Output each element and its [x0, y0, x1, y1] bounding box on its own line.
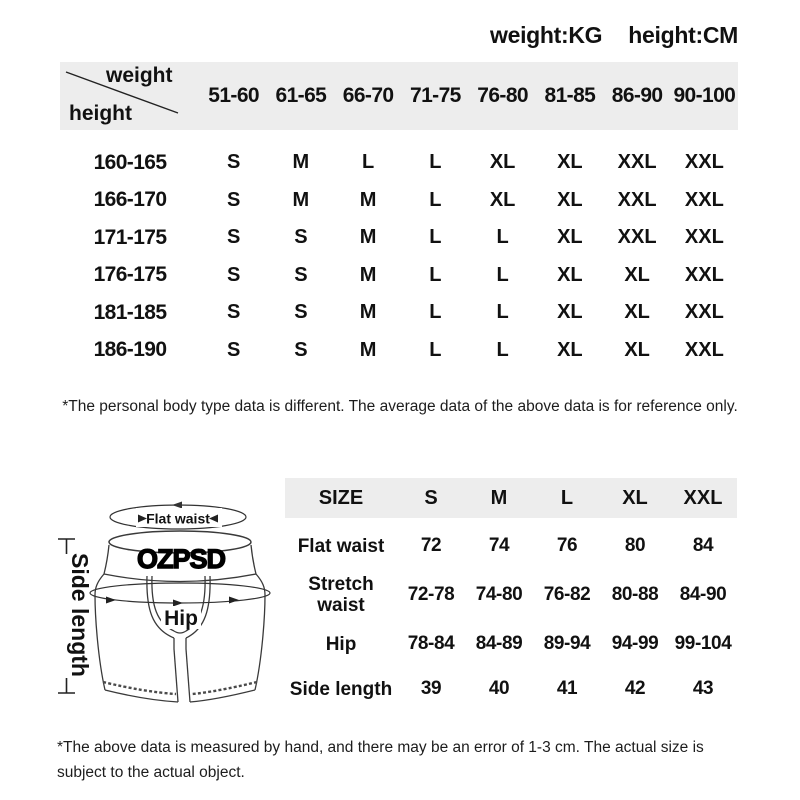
measure-value-cell: 84-90 — [679, 584, 727, 605]
hip-dimension — [90, 583, 270, 630]
hip-arrow-icon — [173, 600, 183, 607]
measure-row-label — [285, 634, 397, 655]
size-cell: L — [429, 263, 442, 286]
size-cell: XL — [557, 151, 583, 174]
measure-row-label-text: Stretch waist — [308, 574, 374, 616]
weight-col-header: 76-80 — [477, 84, 528, 107]
measure-value-cell: 76 — [556, 535, 578, 556]
height-unit-label: height:CM — [628, 22, 738, 48]
measure-value-cell: 84-89 — [475, 633, 523, 654]
size-cell: S — [226, 301, 241, 324]
hip-arrow-icon — [229, 597, 239, 604]
size-cell: XL — [489, 151, 516, 174]
size-cell: M — [359, 301, 377, 324]
height-range-label: 171-175 — [93, 225, 167, 249]
measure-col-header: XXL — [683, 486, 723, 509]
measure-value-cell: 89-94 — [543, 633, 591, 654]
brand-logo-text: OZPSD — [136, 544, 226, 574]
measure-value-cell: 94-99 — [611, 633, 659, 654]
matrix-row — [60, 182, 738, 220]
measure-col-header: S — [424, 486, 438, 509]
measure-value-cell: 74 — [488, 535, 510, 556]
size-cell: XXL — [684, 226, 724, 249]
size-cell: XXL — [684, 263, 724, 286]
size-cell: XL — [624, 301, 650, 324]
measure-col-header: M — [490, 486, 508, 509]
hip-arrow-icon — [106, 597, 116, 604]
size-cell: S — [294, 226, 308, 249]
size-cell: S — [294, 301, 308, 324]
measure-body — [285, 524, 737, 712]
size-cell: XXL — [684, 338, 724, 361]
size-cell: XL — [557, 263, 583, 286]
size-cell: XXL — [684, 188, 724, 211]
flat-waist-dimension — [110, 502, 246, 530]
measure-row — [285, 666, 737, 712]
size-cell: L — [496, 263, 509, 286]
size-cell: S — [226, 188, 241, 211]
size-cell: L — [429, 301, 442, 324]
size-cell: XXL — [684, 151, 724, 174]
measure-header-row — [285, 478, 737, 518]
measure-value-cell: 72 — [420, 535, 442, 556]
ellipse-arrow-icon — [172, 502, 182, 509]
side-length-dimension — [58, 539, 93, 693]
measure-row-label — [285, 536, 397, 557]
size-cell: L — [496, 301, 509, 324]
matrix-row — [60, 144, 738, 182]
boxers-illustration — [50, 497, 285, 712]
hem-stitching — [103, 682, 257, 694]
measure-value-cell: 40 — [488, 678, 510, 699]
height-range-label: 186-190 — [93, 338, 167, 362]
measure-value-cell: 76-82 — [543, 584, 591, 605]
size-cell: L — [429, 338, 442, 361]
matrix-row — [60, 294, 738, 332]
weight-col-header: 61-65 — [275, 84, 327, 107]
weight-col-header: 51-60 — [208, 84, 259, 107]
matrix-corner-cell — [60, 62, 200, 130]
side-length-label: Side length — [67, 553, 93, 677]
measure-col-header: XL — [622, 486, 648, 509]
measure-col-header: SIZE — [318, 486, 364, 509]
size-cell: XL — [624, 338, 650, 361]
size-cell: XXL — [684, 301, 724, 324]
weight-col-header: 81-85 — [544, 84, 596, 107]
measure-row — [285, 524, 737, 568]
size-cell: XL — [557, 338, 583, 361]
weight-col-header: 66-70 — [342, 84, 394, 107]
size-cell: S — [226, 151, 241, 174]
size-cell: S — [226, 226, 241, 249]
weight-col-header: 71-75 — [410, 84, 461, 107]
size-cell: L — [429, 151, 442, 174]
measure-footnote: *The above data is measured by hand, and there may be an error of 1-3 cm. The actual size is subject to the actual object. — [57, 739, 704, 781]
weight-col-header: 90-100 — [673, 84, 736, 107]
matrix-row — [60, 257, 738, 295]
size-cell: M — [292, 151, 310, 174]
measure-value-cell: 84 — [692, 535, 714, 556]
weight-unit-label: weight:KG — [489, 22, 603, 48]
size-cell: L — [496, 226, 509, 249]
measure-value-cell: 41 — [556, 678, 578, 699]
size-cell: M — [359, 263, 377, 286]
measure-row-label-text: Flat waist — [297, 535, 385, 557]
flat-waist-label: Flat waist — [146, 510, 210, 527]
measure-value-cell: 80 — [624, 535, 646, 556]
size-cell: S — [226, 338, 241, 361]
size-cell: XL — [557, 301, 583, 324]
units-note — [490, 22, 738, 49]
measure-col-header: L — [560, 486, 574, 509]
measure-row-label-text: Side length — [289, 678, 393, 700]
measure-value-cell: 99-104 — [674, 633, 732, 654]
height-range-label: 181-185 — [93, 300, 167, 324]
height-range-label: 176-175 — [93, 263, 167, 287]
hip-label: Hip — [164, 607, 198, 630]
measure-row — [285, 568, 737, 622]
corner-weight-label: weight — [106, 64, 173, 87]
measure-value-cell: 43 — [692, 678, 714, 699]
size-cell: M — [359, 188, 377, 211]
size-cell: XXL — [617, 188, 657, 211]
measure-row-label — [285, 574, 397, 616]
size-cell: L — [496, 338, 509, 361]
size-cell: XL — [624, 263, 650, 286]
size-cell: XL — [557, 188, 583, 211]
measure-table — [285, 478, 737, 712]
measure-row — [285, 622, 737, 666]
size-cell: L — [429, 226, 442, 249]
measure-value-cell: 42 — [624, 678, 646, 699]
size-cell: L — [362, 151, 375, 174]
size-cell: S — [294, 263, 308, 286]
size-cell: XXL — [617, 151, 657, 174]
size-cell: XXL — [617, 226, 657, 249]
size-cell: S — [226, 263, 241, 286]
measure-value-cell: 78-84 — [407, 633, 455, 654]
size-cell: M — [359, 338, 377, 361]
measure-value-cell: 72-78 — [407, 584, 455, 605]
corner-height-label: height — [69, 102, 132, 125]
matrix-footnote: *The personal body type data is different. The average data of the above data is for reference only. — [62, 398, 738, 415]
size-matrix-table — [60, 62, 738, 369]
matrix-body — [60, 144, 738, 369]
weight-col-header: 86-90 — [611, 84, 663, 107]
matrix-row — [60, 219, 738, 257]
size-cell: XL — [489, 188, 516, 211]
size-cell: XL — [557, 226, 583, 249]
matrix-header-row — [60, 62, 738, 130]
size-cell: M — [359, 226, 377, 249]
measure-row-label-text: Hip — [325, 633, 357, 655]
matrix-row — [60, 332, 738, 370]
measure-value-cell: 39 — [420, 678, 442, 699]
measure-value-cell: 80-88 — [611, 584, 659, 605]
size-cell: S — [294, 338, 308, 361]
measure-value-cell: 74-80 — [475, 584, 523, 605]
height-range-label: 166-170 — [93, 188, 167, 212]
size-cell: L — [429, 188, 442, 211]
measure-row-label — [285, 679, 397, 700]
height-range-label: 160-165 — [93, 150, 167, 174]
size-cell: M — [292, 188, 310, 211]
